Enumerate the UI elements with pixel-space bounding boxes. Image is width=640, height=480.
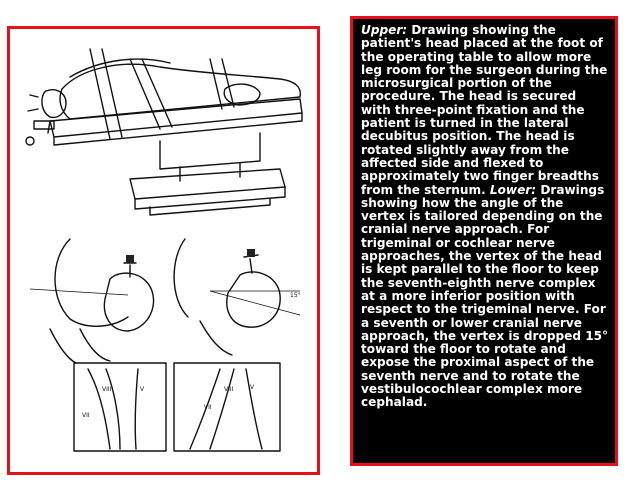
angle-label: 15°: [290, 292, 301, 299]
nerve-label-right-v: V: [250, 384, 255, 391]
caption-panel: [350, 16, 618, 466]
caption-upper-label: Upper:: [361, 23, 408, 37]
nerve-label-left-vii: VII: [82, 412, 90, 419]
nerve-label-left-v: V: [140, 386, 145, 393]
caption-text: [361, 24, 609, 410]
figure-panel: [7, 26, 320, 475]
nerve-label-right-viii: VIII: [224, 386, 234, 393]
surgical-positioning-illustration: [10, 29, 317, 472]
head-closeup-right: [174, 239, 301, 355]
nerve-label-left-viii: VIII: [102, 386, 112, 393]
nerve-diagram-left: [74, 363, 166, 451]
head-closeup-left: [30, 239, 154, 363]
nerve-diagram-right: [174, 363, 280, 451]
caption-lower-text: Drawings showing how the angle of the vertex is tailored depending on the cranial nerve approach. For trigeminal or cochlear nerve approaches, the vertex of the head is kept parallel to the floor to keep the seventh-eighth nerve complex at a more inferior position with respect to the trigeminal nerve. For a seventh or lower cranial nerve approach, the vertex is dropped 15° toward the floor to rotate and expose the proximal aspect of the seventh nerve and to rotate the vestibulocochlear complex more cephalad.: [361, 182, 609, 410]
caption-upper-text: Drawing showing the patient's head placed at the foot of the operating table to allow more leg room for the surgeon during the microsurgical portion of the procedure. The head is secured with three-point fixation and the patient is turned in the lateral decubitus position. The head is rotated slightly away from the affected side and flexed to approximately two finger breadths from the sternum.: [361, 23, 608, 197]
operating-table-drawing: [26, 49, 302, 215]
nerve-label-right-vii: VII: [204, 404, 212, 411]
caption-lower-label: Lower:: [489, 182, 537, 197]
